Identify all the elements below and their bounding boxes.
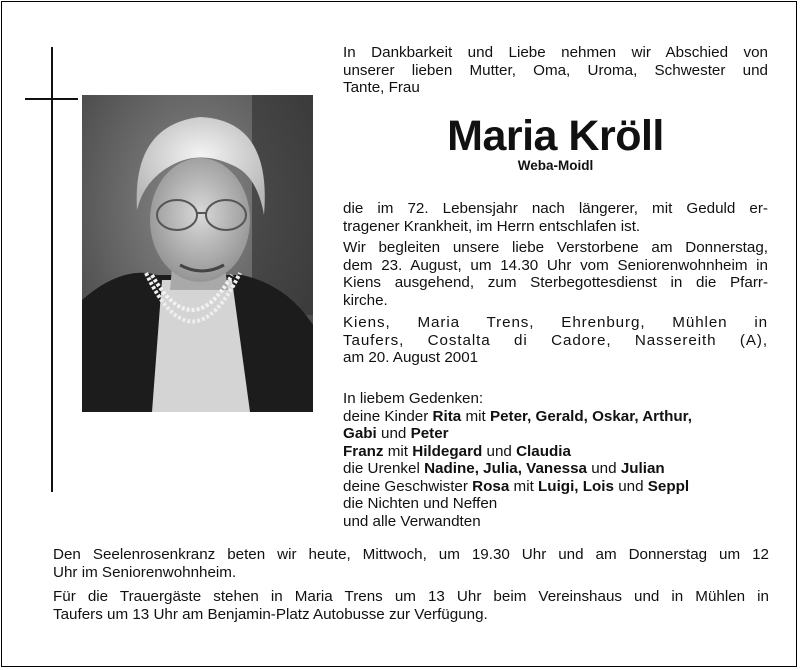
children-line (343, 408, 783, 426)
sibling-names: Luigi, Lois (538, 477, 614, 495)
child-name: Peter (410, 425, 449, 442)
transport-line: Taufers um 13 Uhr am Benjamin-Platz Autobusse zur Verfügung. (53, 605, 488, 623)
rosary-line: Uhr im Seniorenwohnheim. (53, 563, 237, 581)
connector-text: mit (387, 442, 408, 460)
places-line: Kiens, Maria Trens, Ehrenburg, Mühlen in (343, 314, 768, 331)
intro-line: In Dankbarkeit und Liebe nehmen wir Abschied von (343, 44, 768, 61)
places-paragraph (343, 314, 768, 367)
death-paragraph (343, 200, 768, 235)
funeral-line: Kiens ausgehend, zum Sterbegottesdienst in die Pfarr- (343, 274, 768, 291)
nieces-line: die Nichten und Neffen (343, 495, 498, 512)
great-grandchildren-names: Nadine, Julia, Vanessa (424, 460, 587, 477)
children-line (343, 443, 783, 461)
places-line: Taufers, Costalta di Cadore, Nassereith (A), (343, 331, 768, 349)
transport-line: Für die Trauergäste stehen in Maria Trens um 13 Uhr beim Vereinshaus und in Mühlen in (53, 588, 769, 605)
funeral-paragraph (343, 239, 768, 309)
siblings-prefix: deine Geschwister (343, 477, 468, 495)
connector-text: mit (513, 477, 534, 495)
intro-line: unserer lieben Mutter, Oma, Uroma, Schwester und (343, 61, 768, 79)
siblings-line (343, 478, 783, 496)
family-list (343, 390, 783, 530)
notice-date: am 20. August 2001 (343, 349, 479, 366)
funeral-line: kirche. (343, 291, 388, 309)
funeral-line: dem 23. August, um 14.30 Uhr vom Seniorenwohnheim in (343, 256, 768, 274)
deceased-nickname: Weba-Moidl (517, 158, 594, 173)
death-line: tragener Krankheit, im Herrn entschlafen ist. (343, 217, 641, 235)
child-name: Gabi (343, 425, 377, 442)
connector-text: und (591, 460, 617, 477)
connector-text: mit (465, 407, 486, 425)
deceased-name: Maria Kröll (447, 112, 664, 160)
rosary-line: Den Seelenrosenkranz beten wir heute, Mittwoch, um 19.30 Uhr und am Donnerstag um 12 (53, 546, 769, 563)
intro-line: Tante, Frau (343, 79, 420, 96)
child-name: Hildegard (412, 442, 483, 460)
sibling-name: Seppl (647, 477, 690, 495)
children-line (343, 425, 783, 443)
connector-text: und (618, 477, 644, 495)
intro-text (343, 44, 768, 97)
cross-vertical (51, 47, 53, 492)
child-name: Claudia (516, 442, 571, 460)
family-heading: In liebem Gedenken: (343, 390, 484, 407)
great-grandchildren-prefix: die Urenkel (343, 460, 420, 477)
connector-text: und (486, 442, 512, 460)
death-line: die im 72. Lebensjahr nach längerer, mit Geduld er- (343, 200, 768, 217)
funeral-line: Wir begleiten unsere liebe Verstorbene am Donnerstag, (343, 239, 768, 256)
great-grandchild-name: Julian (620, 460, 665, 477)
portrait-photo (82, 95, 313, 412)
child-name: Franz (343, 442, 384, 460)
cross-horizontal (25, 98, 78, 100)
transport-paragraph (53, 588, 769, 623)
connector-text: und (381, 425, 407, 442)
rosary-paragraph (53, 546, 769, 581)
relatives-line: und alle Verwandten (343, 512, 481, 530)
child-name: Rita (432, 407, 462, 425)
great-grandchildren-line (343, 460, 783, 478)
sibling-name: Rosa (472, 477, 510, 495)
children-prefix: deine Kinder (343, 407, 429, 425)
child-names: Peter, Gerald, Oskar, Arthur, (489, 407, 692, 425)
